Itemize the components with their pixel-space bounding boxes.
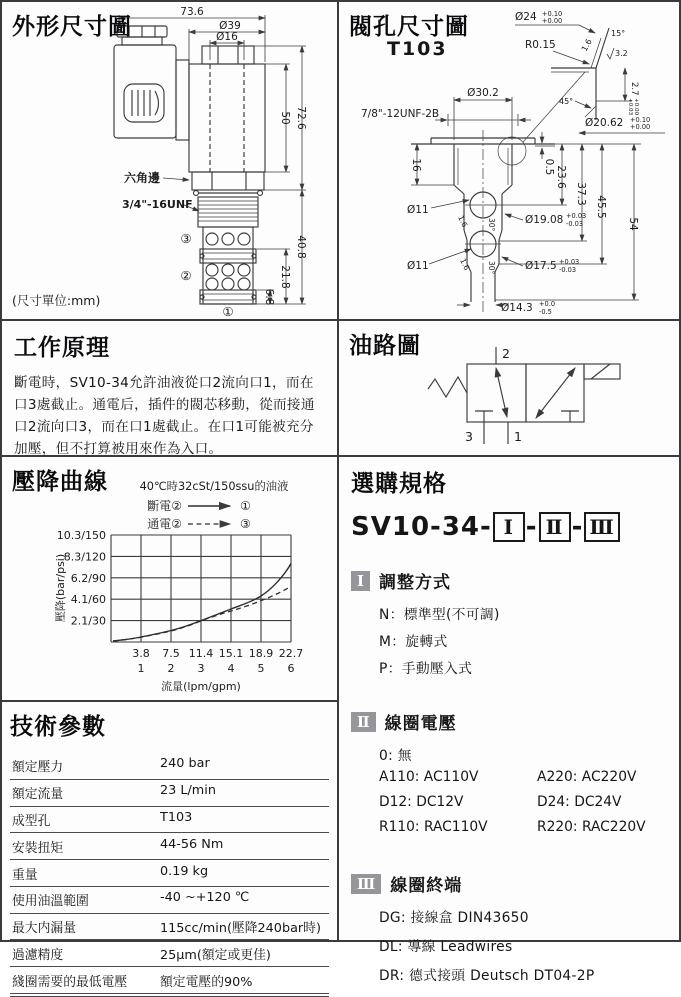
dim-tolerance: +0.00 xyxy=(542,17,563,25)
table-row xyxy=(10,914,329,941)
panel-title: 工作原理 xyxy=(14,335,110,361)
svg-text:1: 1 xyxy=(137,662,145,675)
angle-label: 30° xyxy=(487,261,496,275)
dim-label: Ø30.2 xyxy=(467,87,499,99)
option-item: R110: RAC110V xyxy=(379,819,488,835)
section-title: 線圈終端 xyxy=(390,876,463,896)
model-prefix: SV10-34- xyxy=(351,512,492,542)
principle-paragraph: 斷電時，SV10-34允許油液從口2流向口1，而在口3處截止。通電后，插件的閥芯移動，從而接通口2流向口3，而在口1處截止。在口1可能被充分加壓，但不打算被用來作為入口。 xyxy=(14,375,315,458)
svg-text:22.7: 22.7 xyxy=(278,647,304,660)
option-item: M：旋轉式 xyxy=(379,634,448,650)
dim-label: Ø20.62 xyxy=(585,117,624,129)
param-label: 安裝扭矩 xyxy=(12,840,64,856)
finish-label: 1.6 xyxy=(456,214,470,229)
dim-label: 54 xyxy=(627,217,639,231)
panel-working-principle xyxy=(2,321,337,458)
param-label: 使用油溫範圍 xyxy=(12,894,89,910)
svg-text:15.1: 15.1 xyxy=(218,647,244,660)
solenoid-valve-geometry xyxy=(114,26,265,304)
option-item: DL: 導線 Leadwires xyxy=(379,939,513,955)
dim-tolerance: -0.03 xyxy=(559,266,577,274)
y-axis-title: 壓降(bar/psi) xyxy=(54,553,67,623)
svg-text:5: 5 xyxy=(257,662,265,675)
option-item: A220: AC220V xyxy=(537,769,637,785)
series-deenergized-curve xyxy=(113,564,291,642)
option-item: DR: 德式接頭 Deutsch DT04-2P xyxy=(379,968,595,984)
dim-label: 21.8 xyxy=(279,265,291,289)
svg-text:2: 2 xyxy=(167,662,175,675)
option-item: D12: DC12V xyxy=(379,794,464,810)
panel-circuit-diagram xyxy=(339,321,679,455)
dim-label: Ø11 xyxy=(407,204,429,216)
section-adjustment-type xyxy=(351,568,667,677)
svg-text:2.1/30: 2.1/30 xyxy=(70,614,106,628)
dim-label: 40.8 xyxy=(295,235,307,259)
svg-text:7.5: 7.5 xyxy=(162,647,180,660)
dim-tolerance: -0.5 xyxy=(539,308,552,316)
svg-text:11.4: 11.4 xyxy=(188,647,214,660)
chart-legend xyxy=(147,499,251,531)
dim-label: 73.6 xyxy=(180,6,204,18)
model-code xyxy=(351,512,667,542)
param-label: 最大内漏量 xyxy=(12,921,76,937)
finish-label: 1.6 xyxy=(579,37,594,53)
dim-label: Ø11 xyxy=(407,260,429,272)
chart-grid xyxy=(111,535,291,642)
legend-on-target: ③ xyxy=(240,517,251,531)
dim-label: 6.8 xyxy=(263,288,275,306)
svg-text:10.3/150: 10.3/150 xyxy=(56,529,106,542)
dim-tolerance: +0.10 xyxy=(630,116,651,124)
param-value: 115cc/min(壓降240bar時) xyxy=(160,921,321,937)
dim-label: 45.5 xyxy=(595,195,607,219)
table-row xyxy=(10,940,329,967)
angle-label: 30° xyxy=(487,218,496,232)
unit-note: (尺寸單位:mm) xyxy=(12,293,101,308)
panel-title: 油路圖 xyxy=(349,333,421,359)
option-item: A110: AC110V xyxy=(379,769,479,785)
option-item: DG: 接線盒 DIN43650 xyxy=(379,910,529,926)
dim-tolerance: +0.0 xyxy=(539,300,556,308)
chart-note: 40℃時32cSt/150ssu的油液 xyxy=(139,480,289,493)
series-energized-curve xyxy=(113,587,291,642)
port-1-label: ① xyxy=(222,304,234,319)
model-box-3: Ⅲ xyxy=(584,512,619,542)
dim-label: R0.15 xyxy=(525,39,556,51)
param-value: 44-56 Nm xyxy=(160,836,224,852)
dim-label: 23.6 xyxy=(555,165,567,189)
panel-outline-dimensions xyxy=(2,2,337,319)
table-row xyxy=(10,860,329,887)
param-value: 額定電壓的90% xyxy=(160,974,253,990)
cavity-detail-geometry xyxy=(551,28,609,120)
dim-label: 2.7 xyxy=(629,82,639,96)
table-row xyxy=(10,780,329,807)
table-row xyxy=(10,967,329,997)
panel-technical-parameters xyxy=(2,702,337,990)
section-title: 調整方式 xyxy=(379,573,452,593)
model-separator: - xyxy=(525,512,538,542)
valve-symbol-geometry xyxy=(428,347,620,444)
port-3-label: ③ xyxy=(180,231,192,246)
table-row xyxy=(10,807,329,834)
port-3-label: 3 xyxy=(465,429,473,444)
outline-dimensions xyxy=(119,6,307,305)
angle-label: 45° xyxy=(559,97,574,106)
cavity-code: T103 xyxy=(387,38,448,60)
section-number: Ⅲ xyxy=(351,874,381,894)
port-2-label: 2 xyxy=(502,346,510,361)
svg-text:4.1/60: 4.1/60 xyxy=(70,593,106,607)
panel-title: 壓降曲線 xyxy=(12,469,108,495)
svg-text:3: 3 xyxy=(197,662,205,675)
dim-label: Ø16 xyxy=(216,31,238,43)
parameters-table xyxy=(10,753,329,997)
panel-ordering-spec xyxy=(339,457,679,984)
param-label: 成型孔 xyxy=(12,813,51,829)
dim-tolerance: +0.00 xyxy=(633,98,639,116)
dim-label: Ø19.08 xyxy=(525,214,564,226)
svg-text:8.3/120: 8.3/120 xyxy=(63,550,106,564)
param-value: -40 ~+120 ℃ xyxy=(160,890,250,906)
x-axis-title: 流量(lpm/gpm) xyxy=(161,680,241,693)
svg-text:18.9: 18.9 xyxy=(248,647,274,660)
option-item: P：手動壓入式 xyxy=(379,661,473,677)
dim-label: 37.3 xyxy=(575,182,587,206)
dim-tolerance: +0.03 xyxy=(627,98,633,116)
param-label: 額定流量 xyxy=(12,787,64,803)
svg-text:3.8: 3.8 xyxy=(132,647,150,660)
dim-label: Ø24 xyxy=(515,11,537,23)
table-row xyxy=(10,753,329,780)
param-value: 25μm(額定或更佳) xyxy=(160,947,271,963)
model-separator: - xyxy=(571,512,584,542)
dim-label: 16 xyxy=(410,158,422,172)
param-value: 23 L/min xyxy=(160,783,216,799)
angle-label: 15° xyxy=(611,29,626,38)
hex-edge-callout: 六角邊 xyxy=(124,171,161,185)
voltage-options xyxy=(379,769,667,835)
port-2-label: ② xyxy=(180,268,192,283)
option-item: N：標準型(不可調) xyxy=(379,607,500,623)
outline-drawing xyxy=(2,2,337,319)
panel-title: 技術參數 xyxy=(10,714,106,740)
param-value: 0.19 kg xyxy=(160,863,209,879)
panel-title: 外形尺寸圖 xyxy=(12,14,132,40)
legend-off-label: 斷電② xyxy=(147,499,182,513)
svg-text:6: 6 xyxy=(287,662,295,675)
dim-tolerance: +0.03 xyxy=(566,212,587,220)
x-axis-ticks xyxy=(132,647,303,675)
option-item: D24: DC24V xyxy=(537,794,622,810)
cavity-detail-dimensions xyxy=(515,10,665,133)
thread-callout: 3/4"-16UNF xyxy=(122,198,193,211)
panel-pressure-drop-curve xyxy=(2,457,337,700)
option-item: R220: RAC220V xyxy=(537,819,646,835)
dim-label: 72.6 xyxy=(295,106,307,130)
dim-tolerance: +0.03 xyxy=(559,258,580,266)
outline-callouts xyxy=(122,170,234,319)
dim-label: 0.5 xyxy=(543,158,555,176)
param-label: 額定壓力 xyxy=(12,760,64,776)
panel-title: 選購規格 xyxy=(351,471,447,497)
section-number: Ⅱ xyxy=(351,712,376,732)
param-value: 240 bar xyxy=(160,756,210,772)
dim-label: Ø14.3 xyxy=(501,302,533,314)
model-box-1: Ⅰ xyxy=(493,512,525,542)
finish-label: 1.6 xyxy=(458,257,472,272)
svg-text:4: 4 xyxy=(227,662,235,675)
section-coil-voltage xyxy=(351,709,667,835)
finish-label: 3.2 xyxy=(615,49,628,58)
dim-label: Ø17.5 xyxy=(525,260,557,272)
dim-tolerance: +0.10 xyxy=(542,10,563,18)
dim-tolerance: +0.00 xyxy=(630,123,651,131)
svg-text:6.2/90: 6.2/90 xyxy=(70,571,106,585)
dim-tolerance: -0.03 xyxy=(566,220,584,228)
model-box-2: Ⅱ xyxy=(539,512,571,542)
param-value: T103 xyxy=(160,809,193,825)
section-title: 線圈電壓 xyxy=(384,714,457,734)
option-item: 0: 無 xyxy=(379,748,412,764)
section-number: Ⅰ xyxy=(351,571,370,591)
param-label: 綫圈需要的最低電壓 xyxy=(12,974,128,990)
dim-label: Ø39 xyxy=(219,20,241,32)
section-coil-termination xyxy=(351,871,667,984)
legend-on-label: 通電② xyxy=(147,517,182,531)
table-row xyxy=(10,887,329,914)
table-row xyxy=(10,833,329,860)
port-1-label: 1 xyxy=(514,429,522,444)
panel-title: 閥孔尺寸圖 xyxy=(349,14,469,40)
param-label: 重量 xyxy=(12,867,38,883)
dim-label: 50 xyxy=(279,111,291,125)
panel-cavity-dimensions xyxy=(339,2,679,319)
thread-label: 7/8"-12UNF-2B xyxy=(361,108,440,120)
param-label: 過濾精度 xyxy=(12,947,64,963)
legend-off-target: ① xyxy=(240,499,251,513)
